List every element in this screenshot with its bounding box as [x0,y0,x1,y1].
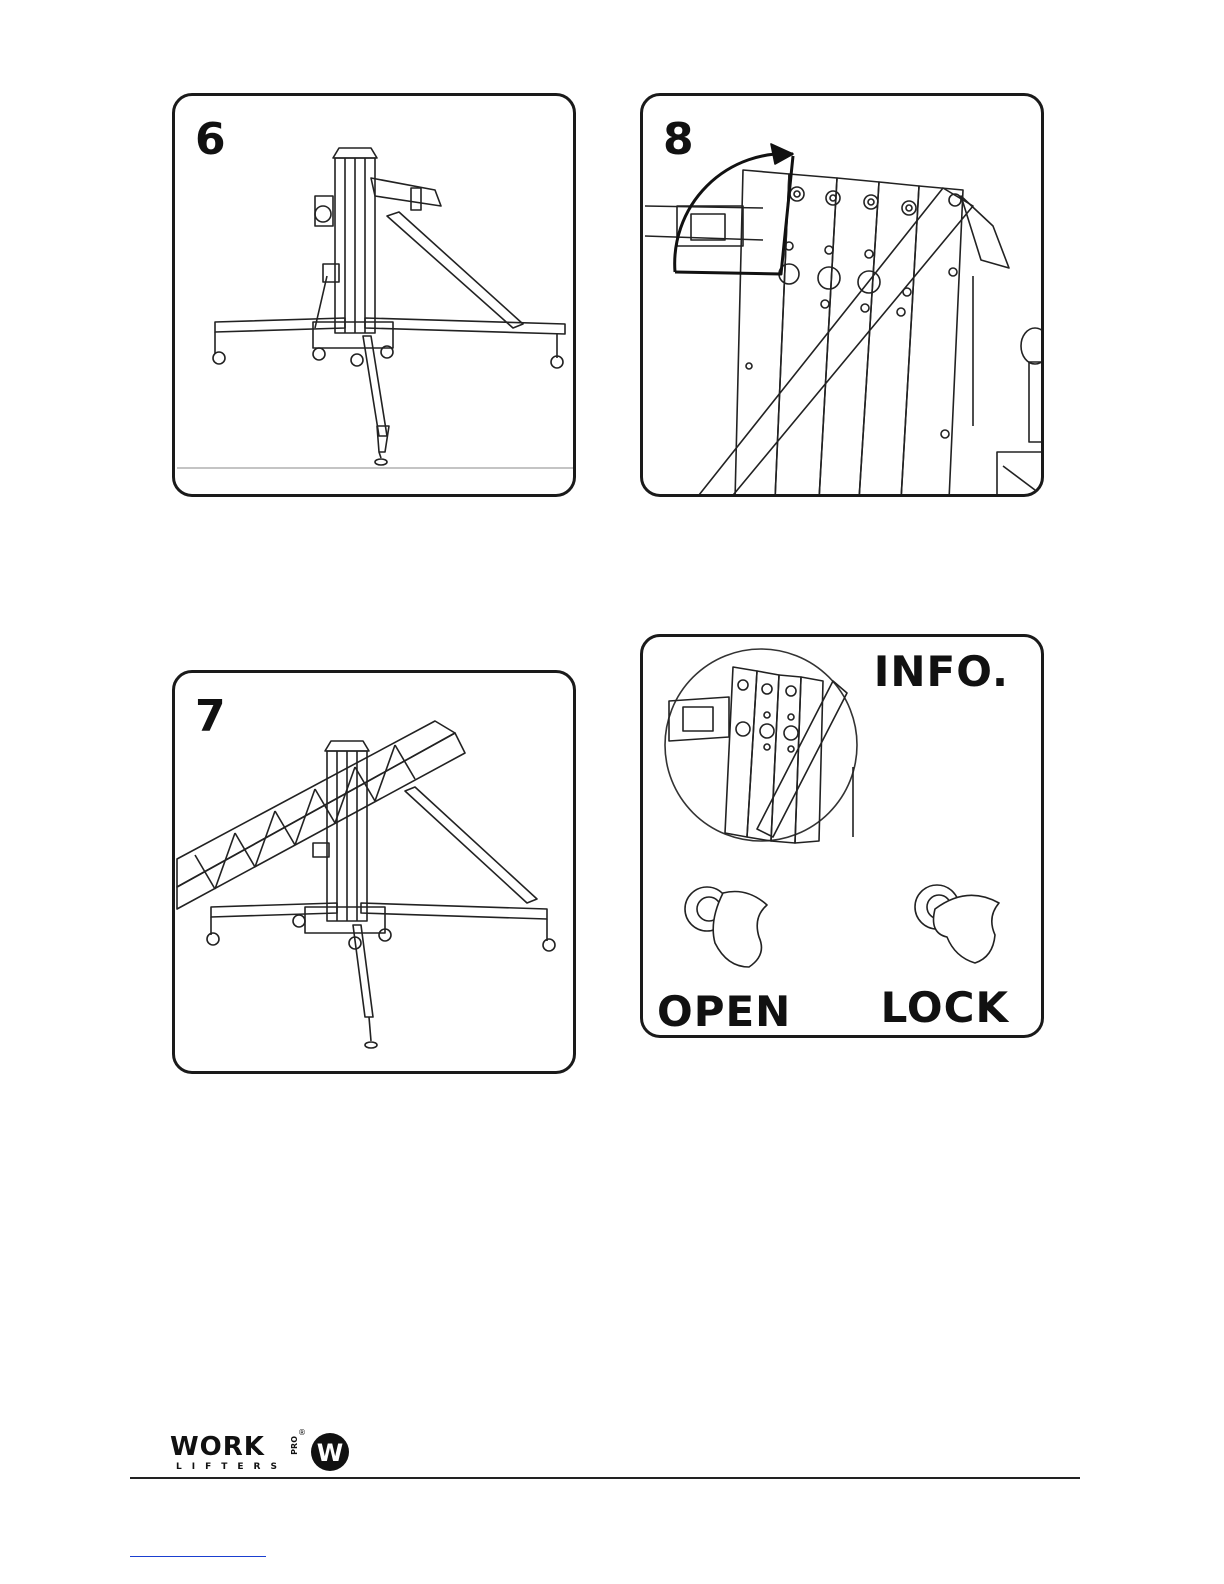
logo-w-badge-icon [310,1432,350,1472]
info-title: INFO. [873,647,1009,696]
mast-detail-illustration [643,96,1044,497]
open-label: OPEN [657,987,792,1036]
step-6-panel [172,93,576,497]
info-panel [640,634,1044,1038]
step-number: 7 [195,691,226,742]
logo-pro: PRO [290,1436,299,1455]
logo-word: WORK [170,1432,265,1462]
lock-label: LOCK [880,983,1009,1032]
step-8-panel [640,93,1044,497]
footer-link-underline[interactable] [130,1556,266,1557]
lift-stand-illustration [175,96,576,497]
lift-with-truss-illustration [175,673,576,1074]
logo-badge-letter: W [316,1439,344,1467]
step-number: 6 [195,114,226,165]
step-number: 8 [663,114,694,165]
step-7-panel [172,670,576,1074]
logo-registered-mark: ® [298,1428,306,1437]
logo-sub: LIFTERS [176,1462,287,1472]
lock-detail-illustration [643,637,1044,1038]
work-pro-lifters-logo [170,1428,350,1474]
footer-rule [130,1477,1080,1479]
